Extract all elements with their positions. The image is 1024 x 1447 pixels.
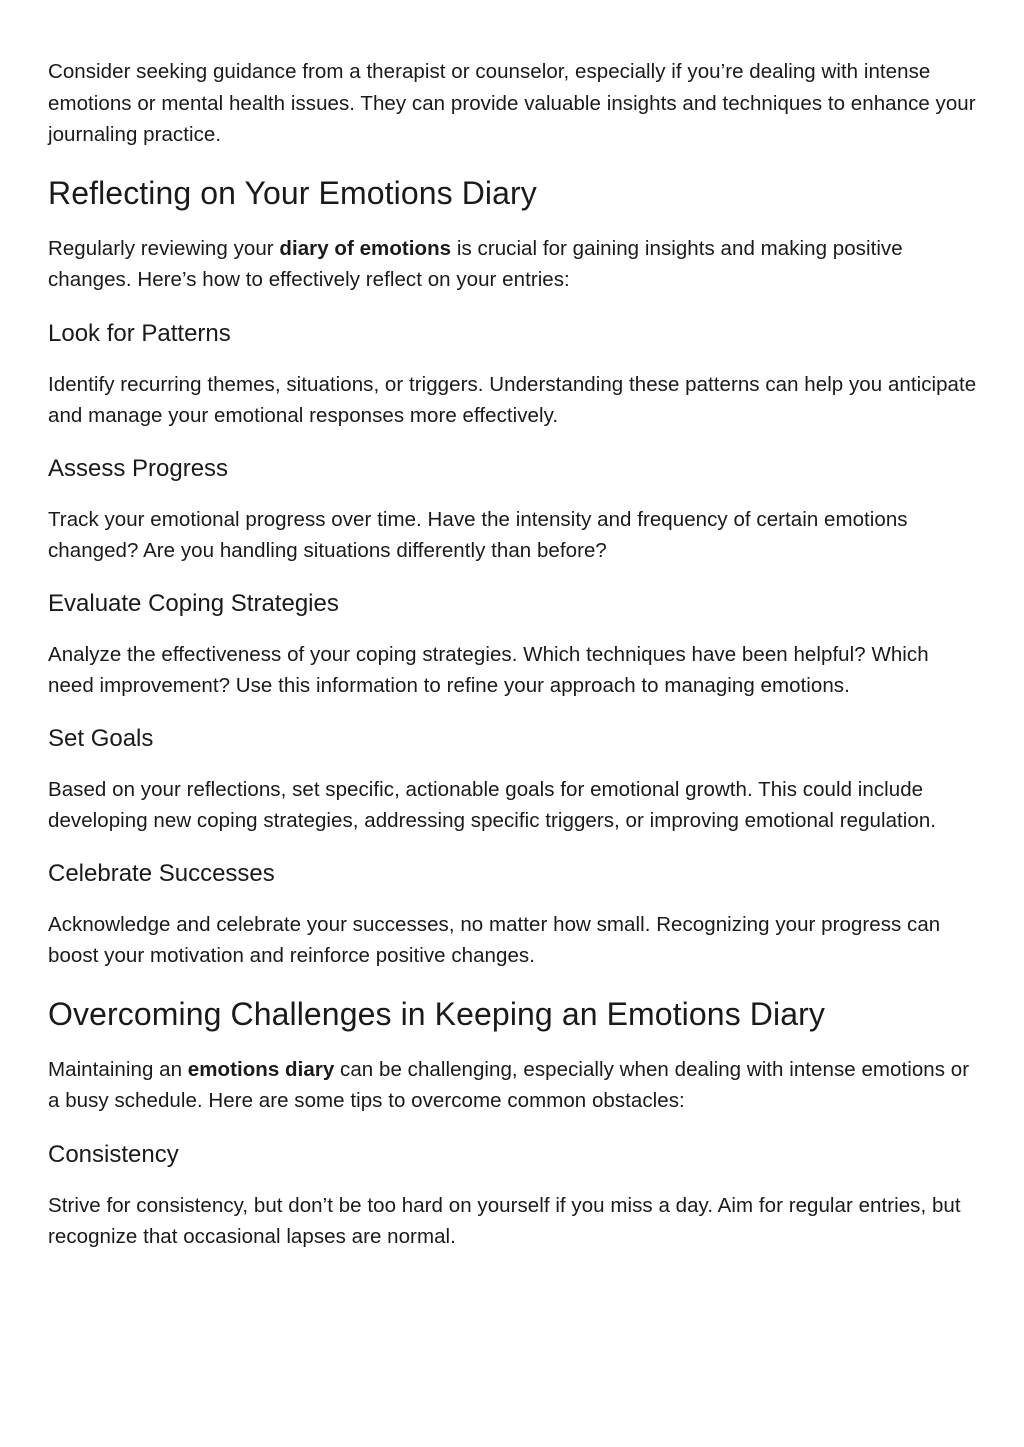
reflecting-intro-text-end: is crucial for gaining insights and making positive changes. Here’s how to effectively reflect on your entries: [48,236,903,291]
emotions-diary-bold: emotions diary [187,1057,335,1081]
section-heading-overcoming: Overcoming Challenges in Keeping an Emotions Diary [48,995,825,1032]
article-content [48,56,978,1253]
section-heading-reflecting: Reflecting on Your Emotions Diary [48,174,537,211]
paragraph-set-goals: Based on your reflections, set specific, actionable goals for emotional growth. This could include developing new coping strategies, addressing specific triggers, or improving emotional regulation. [48,777,937,832]
overcoming-intro-paragraph [48,1054,978,1117]
subheading-set-goals: Set Goals [48,724,154,752]
paragraph-celebrate-successes: Acknowledge and celebrate your successes, no matter how small. Recognizing your progress can boost your motivation and reinforce positive changes. [48,912,941,967]
subheading-celebrate-successes: Celebrate Successes [48,859,275,887]
paragraph-consistency: Strive for consistency, but don’t be too hard on yourself if you miss a day. Aim for regular entries, but recognize that occasional lapses are normal. [48,1193,961,1248]
paragraph-assess-progress: Track your emotional progress over time. Have the intensity and frequency of certain emotions changed? Are you handling situations differently than before? [48,507,908,562]
reflecting-intro-paragraph [48,233,978,296]
subheading-assess-progress: Assess Progress [48,454,229,482]
subheading-evaluate-coping-strategies: Evaluate Coping Strategies [48,589,339,617]
overcoming-intro-text-end: can be challenging, especially when dealing with intense emotions or a busy schedule. Here are some tips to overcome common obstacles: [48,1057,970,1112]
subheading-look-for-patterns: Look for Patterns [48,319,231,347]
reflecting-intro-text-start: Regularly reviewing your [48,236,280,260]
diary-of-emotions-bold: diary of emotions [279,236,452,260]
paragraph-evaluate-coping-strategies: Analyze the effectiveness of your coping strategies. Which techniques have been helpful? Which need improvement? Use this information to refine your approach to managing emotions. [48,642,929,697]
subheading-consistency: Consistency [48,1140,179,1168]
intro-paragraph: Consider seeking guidance from a therapist or counselor, especially if you’re dealing with intense emotions or mental health issues. They can provide valuable insights and techniques to enhance your journaling practice. [48,60,976,146]
overcoming-intro-text-start: Maintaining an [48,1057,188,1081]
paragraph-look-for-patterns: Identify recurring themes, situations, or triggers. Understanding these patterns can help you anticipate and manage your emotional responses more effectively. [48,372,977,427]
